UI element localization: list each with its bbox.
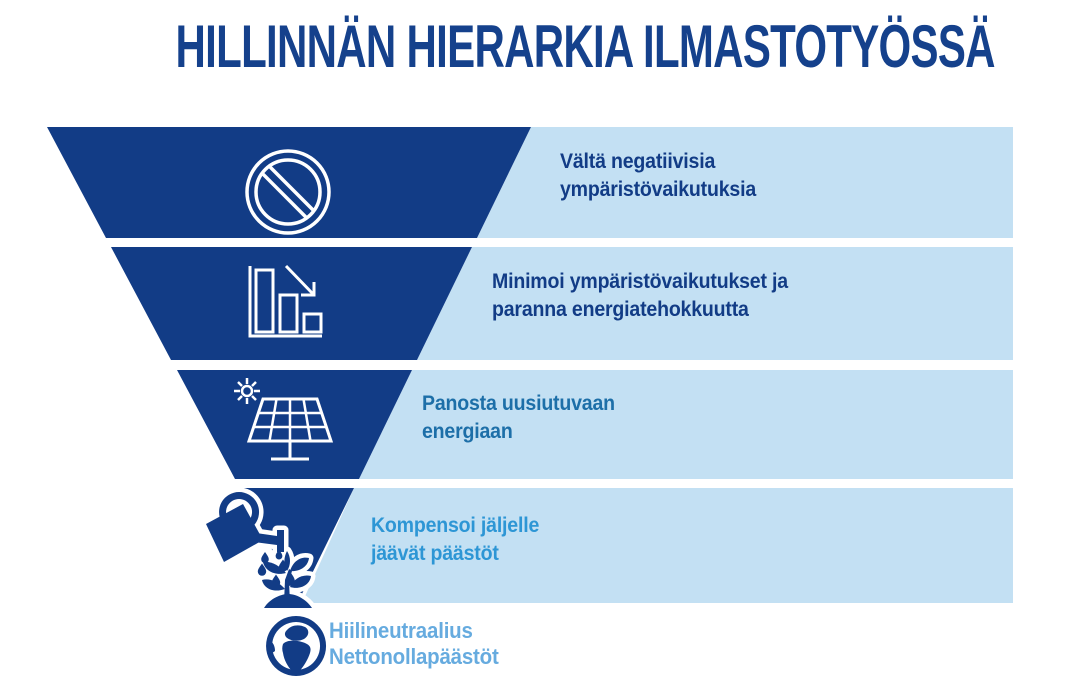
level-4-label-line-2: jäävät päästöt — [371, 541, 499, 565]
footer-label-line-1: Hiilineutraalius — [329, 618, 473, 643]
level-3-label-line-2: energiaan — [422, 419, 513, 443]
level-2-band-dark — [111, 247, 472, 360]
level-2-label-line-1: Minimoi ympäristövaikutukset ja — [492, 270, 788, 293]
globe-icon — [266, 616, 326, 676]
level-2-label — [492, 268, 788, 323]
level-1-label-line-1: Vältä negatiivisia — [560, 150, 716, 173]
level-1-band-dark — [47, 127, 531, 238]
footer-label-line-2: Nettonollapäästöt — [329, 644, 499, 669]
page-title-text: HILLINNÄN HIERARKIA ILMASTOTYÖSSÄ — [175, 13, 995, 80]
level-4-label-line-1: Kompensoi jäljelle — [371, 514, 540, 537]
level-1-label-line-2: ympäristövaikutuksia — [560, 177, 757, 201]
level-3-label-line-1: Panosta uusiutuvaan — [422, 392, 615, 415]
footer-label — [329, 618, 499, 670]
level-4-label — [371, 512, 539, 567]
level-3-label — [422, 390, 615, 445]
level-1-label — [560, 148, 756, 203]
level-2-label-line-2: paranna energiatehokkuutta — [492, 297, 749, 321]
